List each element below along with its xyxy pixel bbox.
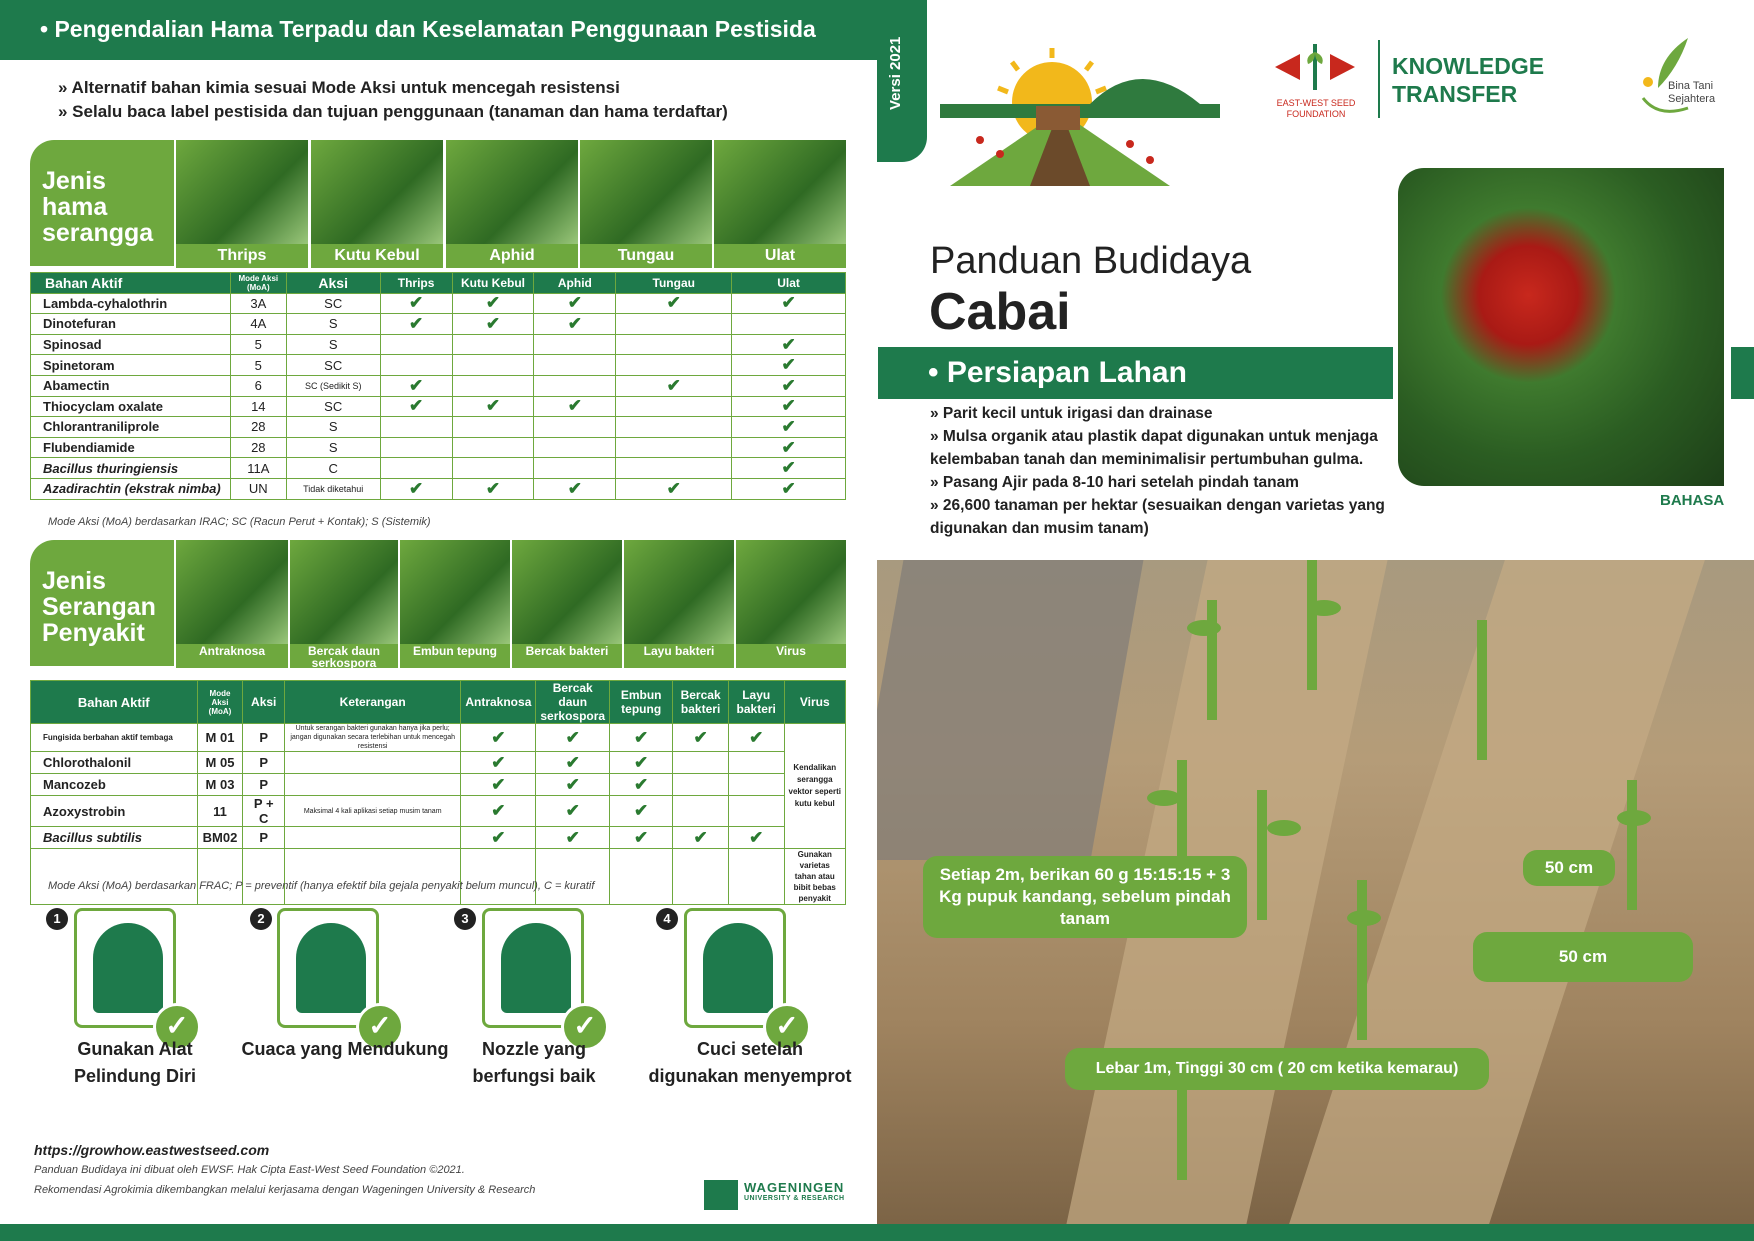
check-icon (616, 437, 732, 458)
action: S (286, 334, 380, 355)
moa: 28 (230, 417, 286, 438)
table-row (31, 293, 846, 314)
action: S (286, 437, 380, 458)
disease-caption: Bercak daun serkospora (290, 644, 398, 668)
action: Tidak diketahui (286, 478, 380, 499)
table-row (31, 396, 846, 417)
disease-caption: Bercak bakteri (512, 644, 622, 668)
plant (1307, 560, 1317, 690)
active-ingredient: Azadirachtin (ekstrak nimba) (31, 478, 231, 499)
check-icon: ✔ (610, 796, 673, 827)
active-ingredient: Abamectin (31, 375, 231, 396)
check-icon (380, 334, 452, 355)
safety-label (464, 1036, 604, 1090)
check-icon: ✔ (534, 293, 616, 314)
table-row (31, 796, 846, 827)
check-icon (380, 458, 452, 479)
table-row (31, 478, 846, 499)
bottom-bar (0, 1224, 1754, 1241)
ews-logo-text (1270, 98, 1362, 120)
moa: 5 (230, 334, 286, 355)
wageningen-logo-icon (704, 1180, 738, 1210)
pest-photo (580, 140, 712, 268)
check-icon (452, 458, 534, 479)
step-number: 3 (454, 908, 476, 930)
disease-panel-title (30, 540, 174, 666)
col-header: Aksi (286, 273, 380, 294)
disease-photo (290, 540, 398, 668)
step-number: 2 (250, 908, 272, 930)
section-title: • Persiapan Lahan (878, 347, 1393, 399)
disease-photo (512, 540, 622, 668)
check-icon (452, 334, 534, 355)
check-icon (616, 334, 732, 355)
check-icon: ✔ (452, 396, 534, 417)
safety-card (482, 908, 597, 1041)
col-header: Kutu Kebul (452, 273, 534, 294)
check-icon: ✔ (732, 478, 846, 499)
leaf (1187, 620, 1221, 636)
check-icon (534, 375, 616, 396)
plant (1357, 880, 1367, 1040)
checkmark-icon: ✓ (356, 1003, 404, 1051)
col-header: Thrips (380, 273, 452, 294)
moa: 14 (230, 396, 286, 417)
fertilizer-callout: Setiap 2m, berikan 60 g 15:15:15 + 3 Kg pupuk kandang, sebelum pindah tanam (923, 856, 1247, 938)
col-header: Tungau (616, 273, 732, 294)
disease-photo (176, 540, 288, 668)
action: C (286, 458, 380, 479)
safety-card (277, 908, 392, 1041)
check-icon: ✔ (536, 724, 610, 752)
pest-caption: Tungau (580, 244, 712, 268)
prep-point: kelembaban tanah dan meminimalisir pertumbuhan gulma. (930, 451, 1364, 468)
bina-tani-logo-text (1668, 80, 1715, 106)
active-ingredient: Spinosad (31, 334, 231, 355)
pest-caption: Thrips (176, 244, 308, 268)
check-icon (673, 752, 729, 774)
prep-point: » Pasang Ajir pada 8-10 hari setelah pindah tanam (930, 474, 1299, 491)
check-icon: ✔ (728, 724, 784, 752)
safety-icon (93, 923, 163, 1013)
active-ingredient: Fungisida berbahan aktif tembaga (31, 724, 198, 752)
version-label: Versi 2021 (887, 36, 904, 110)
action: P (243, 827, 285, 849)
active-ingredient: Chlorantraniliprole (31, 417, 231, 438)
check-icon: ✔ (534, 396, 616, 417)
insecticide-table (30, 272, 846, 500)
ews-name: EAST-WEST SEED (1276, 98, 1356, 108)
partnership-text: Rekomendasi Agrokimia dikembangkan melalui kerjasama dengan Wageningen University & Research (34, 1184, 536, 1196)
table-row (31, 774, 846, 796)
check-icon: ✔ (536, 827, 610, 849)
plant (1207, 600, 1217, 720)
section-tab (1731, 347, 1754, 399)
checkmark-icon: ✓ (763, 1003, 811, 1051)
col-header: Embun tepung (610, 681, 673, 724)
active-ingredient: Chlorothalonil (31, 752, 198, 774)
disease-caption: Layu bakteri (624, 644, 734, 668)
check-icon (673, 796, 729, 827)
action: P (243, 774, 285, 796)
insect-title-line: serangga (42, 219, 154, 247)
mulch-bed (877, 560, 1143, 860)
table-row (31, 437, 846, 458)
pest-caption: Aphid (446, 244, 578, 268)
remarks: Maksimal 4 kali aplikasi setiap musim tanam (285, 796, 461, 827)
table-row (31, 724, 846, 752)
check-icon: ✔ (534, 314, 616, 335)
check-icon: ✔ (732, 396, 846, 417)
safety-label (240, 1036, 450, 1063)
active-ingredient: Flubendiamide (31, 437, 231, 458)
disease-image (512, 540, 622, 644)
insect-title-line: hama (42, 193, 108, 221)
table-row (31, 458, 846, 479)
leaf (1347, 910, 1381, 926)
check-icon: ✔ (461, 827, 536, 849)
disease-caption: Virus (736, 644, 846, 668)
step-number: 4 (656, 908, 678, 930)
col-header: Aphid (534, 273, 616, 294)
action: SC (286, 355, 380, 376)
check-icon: ✔ (616, 293, 732, 314)
bts-line2: Sejahtera (1668, 93, 1716, 105)
table-row (31, 334, 846, 355)
version-tab (877, 0, 927, 162)
leaf (1147, 790, 1181, 806)
spacing-callout: 50 cm (1523, 850, 1615, 886)
pest-image (176, 140, 308, 244)
moa: 6 (230, 375, 286, 396)
action: SC (Sedikit S) (286, 375, 380, 396)
check-icon (534, 437, 616, 458)
check-icon: ✔ (732, 458, 846, 479)
disease-photo (624, 540, 734, 668)
active-ingredient: Bacillus thuringiensis (31, 458, 231, 479)
disease-image (290, 540, 398, 644)
safety-label (50, 1036, 220, 1090)
moa: BM02 (197, 827, 243, 849)
row-spacing-callout: 50 cm (1473, 932, 1693, 982)
field-photo (877, 560, 1754, 1224)
plant (1627, 780, 1637, 910)
table-row (31, 752, 846, 774)
knowledge-transfer-logo (1392, 52, 1544, 108)
frac-note: Mode Aksi (MoA) berdasarkan FRAC; P = preventif (hanya efektif bila gejala penyakit belum muncul), C = kuratif (48, 880, 595, 892)
pest-photo (176, 140, 308, 268)
bts-line1: Bina Tani (1668, 80, 1714, 92)
moa: 3A (230, 293, 286, 314)
action: SC (286, 293, 380, 314)
check-icon (380, 417, 452, 438)
logo-divider (1378, 40, 1380, 118)
action: P + C (243, 796, 285, 827)
disease-image (176, 540, 288, 644)
copyright-text: Panduan Budidaya ini dibuat oleh EWSF. Hak Cipta East-West Seed Foundation ©2021. (34, 1164, 465, 1176)
check-icon (534, 458, 616, 479)
safety-icon (296, 923, 366, 1013)
check-icon (732, 314, 846, 335)
action: P (243, 752, 285, 774)
insect-title-line: Jenis (42, 167, 106, 195)
check-icon: ✔ (673, 724, 729, 752)
action: S (286, 314, 380, 335)
step-number: 1 (46, 908, 68, 930)
check-icon: ✔ (732, 437, 846, 458)
disease-photo (736, 540, 846, 668)
prep-point: » 26,600 tanaman per hektar (sesuaikan dengan varietas yang (930, 497, 1385, 514)
check-icon: ✔ (461, 774, 536, 796)
prep-point: » Mulsa organik atau plastik dapat digunakan untuk menjaga (930, 428, 1378, 445)
disease-caption: Antraknosa (176, 644, 288, 668)
pest-image (311, 140, 443, 244)
bullet-1: » Alternatif bahan kimia sesuai Mode Aksi untuk mencegah resistensi (58, 78, 620, 97)
check-icon (534, 417, 616, 438)
check-icon (728, 774, 784, 796)
moa: 5 (230, 355, 286, 376)
disease-photo (400, 540, 510, 668)
check-icon: ✔ (380, 314, 452, 335)
check-icon: ✔ (452, 293, 534, 314)
moa: 28 (230, 437, 286, 458)
wur-sub: UNIVERSITY & RESEARCH (744, 1195, 845, 1202)
col-header: Mode Aksi (MoA) (197, 681, 243, 724)
disease-image (624, 540, 734, 644)
check-icon: ✔ (380, 293, 452, 314)
check-icon: ✔ (380, 396, 452, 417)
wageningen-logo (744, 1180, 845, 1202)
kt-line2: TRANSFER (1392, 81, 1518, 107)
check-icon (380, 355, 452, 376)
check-icon (673, 774, 729, 796)
action: SC (286, 396, 380, 417)
check-icon: ✔ (732, 375, 846, 396)
plant (1477, 620, 1487, 760)
check-icon: ✔ (461, 724, 536, 752)
check-icon: ✔ (732, 334, 846, 355)
col-header: Aksi (243, 681, 285, 724)
check-icon (452, 375, 534, 396)
bina-tani-logo-icon (1628, 38, 1718, 118)
pest-caption: Kutu Kebul (311, 244, 443, 268)
safety-label (640, 1036, 860, 1090)
moa: UN (230, 478, 286, 499)
active-ingredient: Spinetoram (31, 355, 231, 376)
moa: M 01 (197, 724, 243, 752)
disease-image (400, 540, 510, 644)
safety-label-line: Cuaca yang Mendukung (241, 1039, 449, 1059)
remarks (285, 752, 461, 774)
col-header: Virus (784, 681, 845, 724)
check-icon: ✔ (536, 796, 610, 827)
check-icon: ✔ (732, 417, 846, 438)
plant (1257, 790, 1267, 920)
check-icon (452, 417, 534, 438)
check-icon: ✔ (536, 752, 610, 774)
table-row (31, 827, 846, 849)
pest-image (446, 140, 578, 244)
header-title: • Pengendalian Hama Terpadu dan Keselamatan Penggunaan Pestisida (0, 0, 927, 60)
checkmark-icon: ✓ (153, 1003, 201, 1051)
prep-point: digunakan dan musim tanam) (930, 520, 1149, 537)
col-header: Bahan Aktif (31, 273, 231, 294)
pest-image (714, 140, 846, 244)
disease-title-line: Penyakit (42, 619, 145, 647)
active-ingredient: Azoxystrobin (31, 796, 198, 827)
ews-sub: FOUNDATION (1286, 109, 1346, 119)
virus-note: Kendalikan serangga vektor seperti kutu kebul (784, 724, 845, 849)
check-icon (380, 437, 452, 458)
disease-title-line: Serangan (42, 593, 156, 621)
pest-photo (446, 140, 578, 268)
check-icon: ✔ (380, 478, 452, 499)
pest-caption: Ulat (714, 244, 846, 268)
check-icon (452, 437, 534, 458)
check-icon: ✔ (452, 478, 534, 499)
safety-card (74, 908, 189, 1041)
table-row (31, 355, 846, 376)
action: P (243, 724, 285, 752)
irac-note: Mode Aksi (MoA) berdasarkan IRAC; SC (Racun Perut + Kontak); S (Sistemik) (48, 516, 431, 528)
moa: M 05 (197, 752, 243, 774)
wur-name: WAGENINGEN (744, 1180, 845, 1195)
moa: 4A (230, 314, 286, 335)
virus-note-2: Gunakan varietas tahan atau bibit bebas penyakit (784, 849, 845, 905)
col-header: Bercak daun serkospora (536, 681, 610, 724)
pest-photo (311, 140, 443, 268)
col-header: Mode Aksi (MoA) (230, 273, 286, 294)
ews-logo-icon (1270, 42, 1360, 92)
check-icon: ✔ (536, 774, 610, 796)
leaf (1307, 600, 1341, 616)
leaf (1267, 820, 1301, 836)
safety-card (684, 908, 799, 1041)
table-row (31, 417, 846, 438)
check-icon: ✔ (732, 355, 846, 376)
col-header: Bercak bakteri (673, 681, 729, 724)
col-header: Layu bakteri (728, 681, 784, 724)
safety-label-line: Gunakan Alat (77, 1039, 193, 1059)
check-icon (616, 355, 732, 376)
action: S (286, 417, 380, 438)
disease-image (736, 540, 846, 644)
pest-photo (714, 140, 846, 268)
guide-title: Cabai (929, 283, 1071, 341)
active-ingredient: Bacillus subtilis (31, 827, 198, 849)
check-icon: ✔ (616, 478, 732, 499)
remarks (285, 827, 461, 849)
remarks (285, 774, 461, 796)
check-icon: ✔ (610, 774, 673, 796)
remarks: Untuk serangan bakteri gunakan hanya jika perlu; jangan digunakan secara terlebihan untuk mencegah resistensi (285, 724, 461, 752)
moa: 11 (197, 796, 243, 827)
check-icon: ✔ (732, 293, 846, 314)
chili-photo (1398, 168, 1724, 486)
table-row (31, 849, 846, 905)
col-header: Keterangan (285, 681, 461, 724)
check-icon: ✔ (610, 724, 673, 752)
safety-label-line: berfungsi baik (472, 1066, 596, 1086)
check-icon (616, 314, 732, 335)
fungicide-table (30, 680, 846, 905)
col-header: Ulat (732, 273, 846, 294)
check-icon: ✔ (380, 375, 452, 396)
moa: M 03 (197, 774, 243, 796)
safety-label-line: Cuci setelah (696, 1039, 804, 1059)
language-label: BAHASA (1660, 492, 1725, 509)
website-link[interactable]: https://growhow.eastwestseed.com (34, 1142, 270, 1158)
farm-illustration-icon (940, 44, 1220, 186)
active-ingredient: Lambda-cyhalothrin (31, 293, 231, 314)
safety-label-line: digunakan menyemprot (648, 1066, 852, 1086)
bullet-2: » Selalu baca label pestisida dan tujuan penggunaan (tanaman dan hama terdaftar) (58, 102, 728, 121)
safety-icon (501, 923, 571, 1013)
check-icon (616, 458, 732, 479)
check-icon: ✔ (610, 752, 673, 774)
check-icon (534, 355, 616, 376)
check-icon (616, 417, 732, 438)
check-icon: ✔ (616, 375, 732, 396)
disease-title-line: Jenis (42, 567, 106, 595)
check-icon: ✔ (461, 752, 536, 774)
col-header: Bahan Aktif (31, 681, 198, 724)
kt-line1: KNOWLEDGE (1392, 53, 1545, 79)
check-icon: ✔ (673, 827, 729, 849)
check-icon (616, 396, 732, 417)
bed-size-callout: Lebar 1m, Tinggi 30 cm ( 20 cm ketika kemarau) (1065, 1048, 1489, 1090)
prep-point: » Parit kecil untuk irigasi dan drainase (930, 405, 1213, 422)
check-icon: ✔ (534, 478, 616, 499)
check-icon (534, 334, 616, 355)
disease-caption: Embun tepung (400, 644, 510, 668)
table-row (31, 375, 846, 396)
active-ingredient: Mancozeb (31, 774, 198, 796)
moa: 11A (230, 458, 286, 479)
col-header: Antraknosa (461, 681, 536, 724)
check-icon (728, 796, 784, 827)
table-row (31, 314, 846, 335)
check-icon: ✔ (461, 796, 536, 827)
insect-panel-title (30, 140, 174, 266)
check-icon: ✔ (610, 827, 673, 849)
active-ingredient: Dinotefuran (31, 314, 231, 335)
check-icon: ✔ (452, 314, 534, 335)
check-icon: ✔ (728, 827, 784, 849)
safety-label-line: Nozzle yang (481, 1039, 587, 1059)
active-ingredient: Thiocyclam oxalate (31, 396, 231, 417)
safety-icon (703, 923, 773, 1013)
checkmark-icon: ✓ (561, 1003, 609, 1051)
leaf (1617, 810, 1651, 826)
safety-label-line: Pelindung Diri (73, 1066, 196, 1086)
check-icon (452, 355, 534, 376)
check-icon (728, 752, 784, 774)
pest-image (580, 140, 712, 244)
guide-subtitle: Panduan Budidaya (930, 240, 1252, 282)
